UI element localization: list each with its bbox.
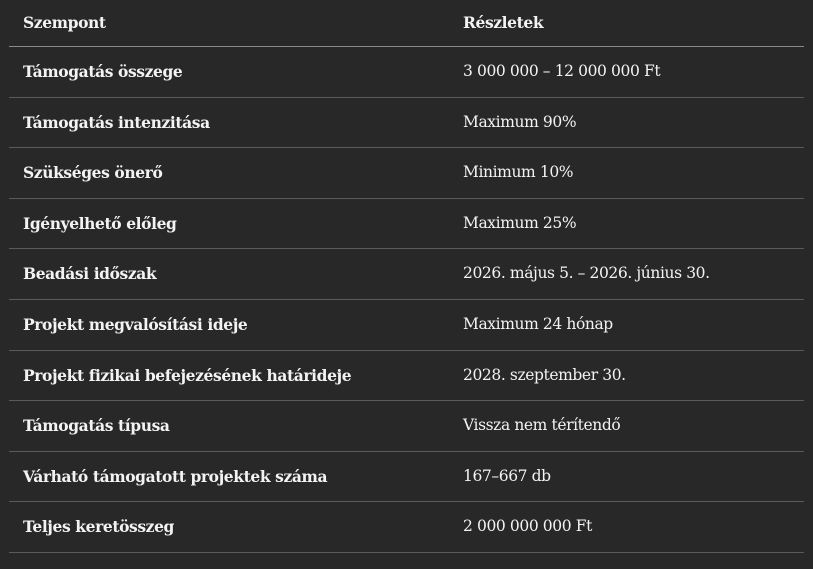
row-label: Projekt megvalósítási ideje (23, 315, 248, 335)
row-label: Projekt fizikai befejezésének határideje (23, 365, 352, 385)
row-label: Várható támogatott projektek száma (23, 466, 328, 486)
header-details: Részletek (463, 13, 544, 33)
table-header-row (9, 0, 804, 47)
row-value: Maximum 90% (463, 112, 577, 131)
table-row (9, 199, 804, 250)
table-row (9, 47, 804, 98)
row-label: Igényelhető előleg (23, 213, 177, 233)
row-value: 2028. szeptember 30. (463, 365, 626, 384)
details-table (9, 0, 804, 553)
table-row (9, 351, 804, 402)
row-value: Maximum 24 hónap (463, 315, 613, 334)
table-row (9, 452, 804, 503)
row-value: Maximum 25% (463, 213, 577, 232)
row-value: Minimum 10% (463, 163, 574, 182)
row-value: 167–667 db (463, 466, 551, 485)
row-label: Támogatás intenzitása (23, 112, 210, 132)
row-label: Beadási időszak (23, 264, 157, 284)
row-value: Vissza nem térítendő (463, 416, 621, 435)
table-row (9, 249, 804, 300)
row-label: Támogatás összege (23, 62, 183, 82)
row-label: Szükséges önerő (23, 163, 163, 183)
row-value: 3 000 000 – 12 000 000 Ft (463, 62, 661, 81)
header-criterion: Szempont (23, 13, 106, 33)
table-row (9, 300, 804, 351)
table-row (9, 502, 804, 553)
row-label: Támogatás típusa (23, 416, 170, 436)
row-value: 2 000 000 000 Ft (463, 517, 592, 536)
table-row (9, 98, 804, 149)
table-row (9, 148, 804, 199)
table-row (9, 401, 804, 452)
row-label: Teljes keretösszeg (23, 517, 174, 537)
row-value: 2026. május 5. – 2026. június 30. (463, 264, 710, 283)
